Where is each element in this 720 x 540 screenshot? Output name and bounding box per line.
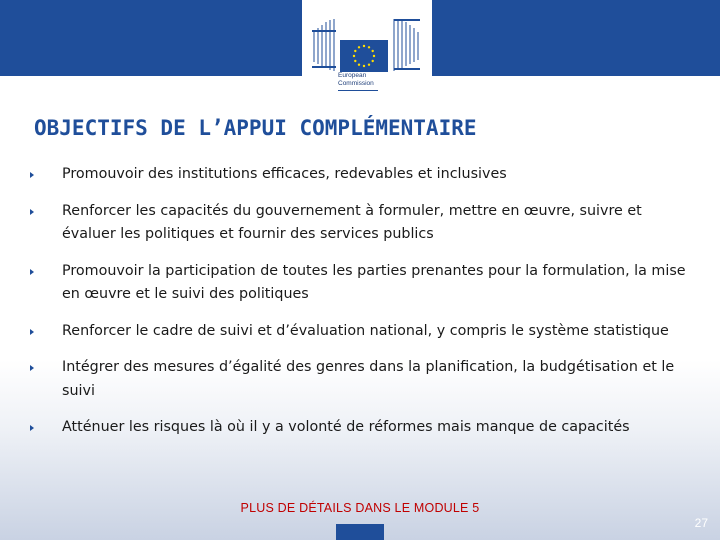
bullet-arrow-icon — [30, 209, 34, 215]
list-item-text: Renforcer les capacités du gouvernement à formuler, mettre en œuvre, suivre et évaluer les politiques et fournir des services publics — [62, 202, 642, 242]
module-reference-note: PLUS DE DÉTAILS DANS LE MODULE 5 — [240, 501, 480, 515]
list-item-text: Promouvoir la participation de toutes les parties prenantes pour la formulation, la mise en œuvre et le suivi des politiques — [62, 262, 686, 302]
list-item — [28, 320, 688, 344]
logo-line-1: European — [338, 72, 367, 79]
list-item-text: Intégrer des mesures d’égalité des genres dans la planification, la budgétisation et le suivi — [62, 359, 675, 399]
list-item-text: Promouvoir des institutions efficaces, redevables et inclusives — [62, 166, 507, 182]
list-item — [28, 200, 688, 247]
list-item — [28, 356, 688, 403]
list-item-text: Atténuer les risques là où il y a volonté de réformes mais manque de capacités — [62, 419, 630, 435]
list-item — [28, 260, 688, 307]
logo-wordmark — [338, 72, 374, 87]
eu-flag-icon — [340, 40, 388, 72]
bullet-arrow-icon — [30, 365, 34, 371]
slide-title: OBJECTIFS DE L’APPUI COMPLÉMENTAIRE — [34, 116, 477, 140]
bullet-arrow-icon — [30, 269, 34, 275]
commission-building-icon — [302, 0, 432, 104]
objectives-list — [28, 163, 688, 453]
logo-line-2: Commission — [338, 79, 374, 87]
bullet-arrow-icon — [30, 425, 34, 431]
footer-accent-bar — [336, 524, 384, 540]
list-item — [28, 416, 688, 440]
list-item-text: Renforcer le cadre de suivi et d’évaluation national, y compris le système statistique — [62, 322, 669, 339]
bullet-arrow-icon — [30, 172, 34, 178]
page-number: 27 — [694, 516, 708, 530]
list-item — [28, 163, 688, 187]
european-commission-logo — [302, 0, 432, 104]
bullet-arrow-icon — [30, 329, 34, 335]
